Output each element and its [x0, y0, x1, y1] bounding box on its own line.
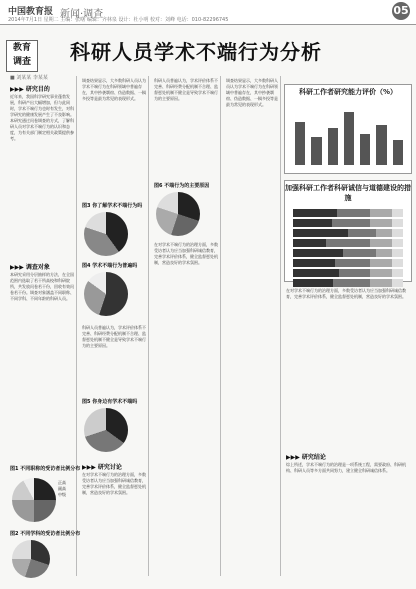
stack-segment [392, 249, 403, 257]
stack-segment [293, 229, 348, 237]
stack-segment [335, 259, 370, 267]
body-column: 近年来，我国科学研究事业蓬勃发展，科研产出大幅增加，但与此同时，学术不端行为也时有发生，对科学研究的健康发展产生了不良影响。本研究通过问卷调查的方式，了解科研人员对学术不端行为的认识和态度，为有关部门制定相关政策提供参考。 [10, 94, 74, 141]
stack-segment [370, 239, 392, 247]
tag-line-1: 教育 [12, 43, 31, 53]
bar [328, 128, 338, 165]
stack-segment [293, 269, 339, 277]
column-tag [6, 40, 38, 72]
stack-segment [392, 259, 403, 267]
figure-title: 图1 不同职称的受访者比例分布 [10, 466, 81, 472]
stack-segment [332, 219, 371, 227]
stack-segment [392, 229, 403, 237]
body-column: 科研人员普遍认为，学术评价体系不完善、科研经费分配机制不合理、监督惩处机制不健全是导致学术不端行为的主要原因。 [82, 325, 146, 348]
section-heading: ▶▶▶ 调查对象 [10, 264, 50, 271]
body-column: 综上所述，学术不端行为的治理是一项系统工程，需要政府、科研机构、科研人员等多方面共同努力，建立健全科研诚信体系。 [286, 462, 406, 473]
bar [344, 112, 354, 165]
stack-segment [370, 219, 392, 227]
figure-title: 图5 你身边有学术不端吗 [82, 399, 138, 405]
stack-segment [293, 259, 335, 267]
bar-chart-bars [295, 103, 403, 165]
stack-segment [343, 249, 376, 257]
stack-segment [392, 279, 403, 287]
stack-row [293, 219, 403, 227]
body-column: 调查结果显示，大多数科研人员认为学术不端行为在科研领域中普遍存在，其中抄袭剽窃、伪造数据、一稿多投等是最为常见的表现形式。 [82, 78, 146, 101]
stack-segment [333, 279, 370, 287]
stack-segment [339, 269, 370, 277]
column-rule [148, 76, 149, 576]
stack-row [293, 229, 403, 237]
pie-chart [12, 540, 50, 578]
bar [393, 140, 403, 165]
stack-segment [376, 249, 393, 257]
figure-title: 图4 学术不端行为普遍吗 [82, 263, 138, 269]
article-byline: ■ 刘某某 李某某 [10, 75, 48, 81]
chart-title: 加强科研工作者科研诚信与道德建设的措施 [285, 184, 411, 202]
stack-row [293, 249, 403, 257]
stack-segment [370, 209, 392, 217]
stack-segment [370, 269, 392, 277]
legend [58, 480, 66, 498]
body-column: 在对学术不端行为的治理方面，多数受访者认为应当加强科研诚信教育，完善学术评价体系，健全监督惩处机制，营造良好的学术氛围。 [82, 472, 146, 495]
body-column: 在对学术不端行为的治理方面，多数受访者认为应当加强科研诚信教育，完善学术评价体系，健全监督惩处机制，营造良好的学术氛围。 [286, 288, 406, 299]
stack-segment [326, 239, 370, 247]
pie-chart [84, 408, 128, 452]
stacked-bar-chart [284, 180, 412, 282]
stack-segment [337, 209, 370, 217]
stack-segment [293, 279, 333, 287]
stack-segment [370, 279, 392, 287]
stacked-rows [285, 203, 411, 293]
pie-chart [84, 272, 128, 316]
column-rule [220, 76, 221, 576]
header-bar [0, 0, 416, 25]
stack-segment [392, 239, 403, 247]
stack-segment [293, 219, 332, 227]
stack-segment [348, 229, 376, 237]
bar [376, 125, 386, 165]
stack-segment [392, 219, 403, 227]
tag-line-2: 调查 [12, 57, 31, 67]
legend-item: 中级 [58, 492, 66, 497]
stack-segment [293, 249, 343, 257]
bar [360, 134, 370, 165]
figure-title: 图3 你了解学术不端行为吗 [82, 203, 143, 209]
column-rule [280, 76, 281, 576]
pie-chart [156, 192, 200, 236]
pie-chart [84, 212, 128, 256]
article-title: 科研人员学术不端行为分析 [70, 40, 322, 64]
stack-segment [293, 239, 326, 247]
body-column: 调查结果显示，大多数科研人员认为学术不端行为在科研领域中普遍存在，其中抄袭剽窃、伪造数据、一稿多投等是最为常见的表现形式。 [226, 78, 278, 107]
bar [295, 122, 305, 165]
pie-chart [12, 478, 56, 522]
body-column: 本研究采用分层抽样的方法，在全国范围内选取了若干所高校和科研院所，共发放问卷若干份，回收有效问卷若干份。调查对象涵盖不同职称、不同学科、不同年龄的科研人员。 [10, 272, 74, 301]
section-heading: ▶▶▶ 研究讨论 [82, 464, 122, 471]
header-strip: 2014年7月1日 星期二 主编：张曙 编辑：齐林泉 设计：杜小明 校对：刘峰 电话：010-82296745 [8, 17, 229, 23]
stack-segment [376, 229, 393, 237]
column-rule [76, 76, 77, 576]
body-column: 在对学术不端行为的治理方面，多数受访者认为应当加强科研诚信教育，完善学术评价体系，健全监督惩处机制，营造良好的学术氛围。 [154, 242, 218, 265]
stack-segment [392, 209, 403, 217]
bar-chart-1 [284, 84, 412, 174]
stack-row [293, 259, 403, 267]
figure-title: 图2 不同学科的受访者比例分布 [10, 531, 81, 537]
legend-item: 副高 [58, 486, 66, 491]
stack-row [293, 279, 403, 287]
stack-segment [370, 259, 392, 267]
stack-segment [293, 209, 337, 217]
chart-title: 科研工作者研究能力评价（%） [298, 88, 397, 96]
masthead-logo: 中国教育报 [8, 7, 54, 17]
page-number: 05 [392, 2, 410, 20]
stack-row [293, 209, 403, 217]
figure-title: 图6 不端行为的主要原因 [154, 183, 210, 189]
stack-row [293, 269, 403, 277]
stack-row [293, 239, 403, 247]
stack-segment [392, 269, 403, 277]
bar [311, 137, 321, 165]
section-heading: ▶▶▶ 研究结论 [286, 454, 326, 461]
section-heading: ▶▶▶ 研究目的 [10, 86, 50, 93]
body-column: 科研人员普遍认为，学术评价体系不完善、科研经费分配机制不合理、监督惩处机制不健全是导致学术不端行为的主要原因。 [154, 78, 218, 101]
legend-item: 正高 [58, 480, 66, 485]
section-label: 新闻·调查 [60, 9, 104, 20]
